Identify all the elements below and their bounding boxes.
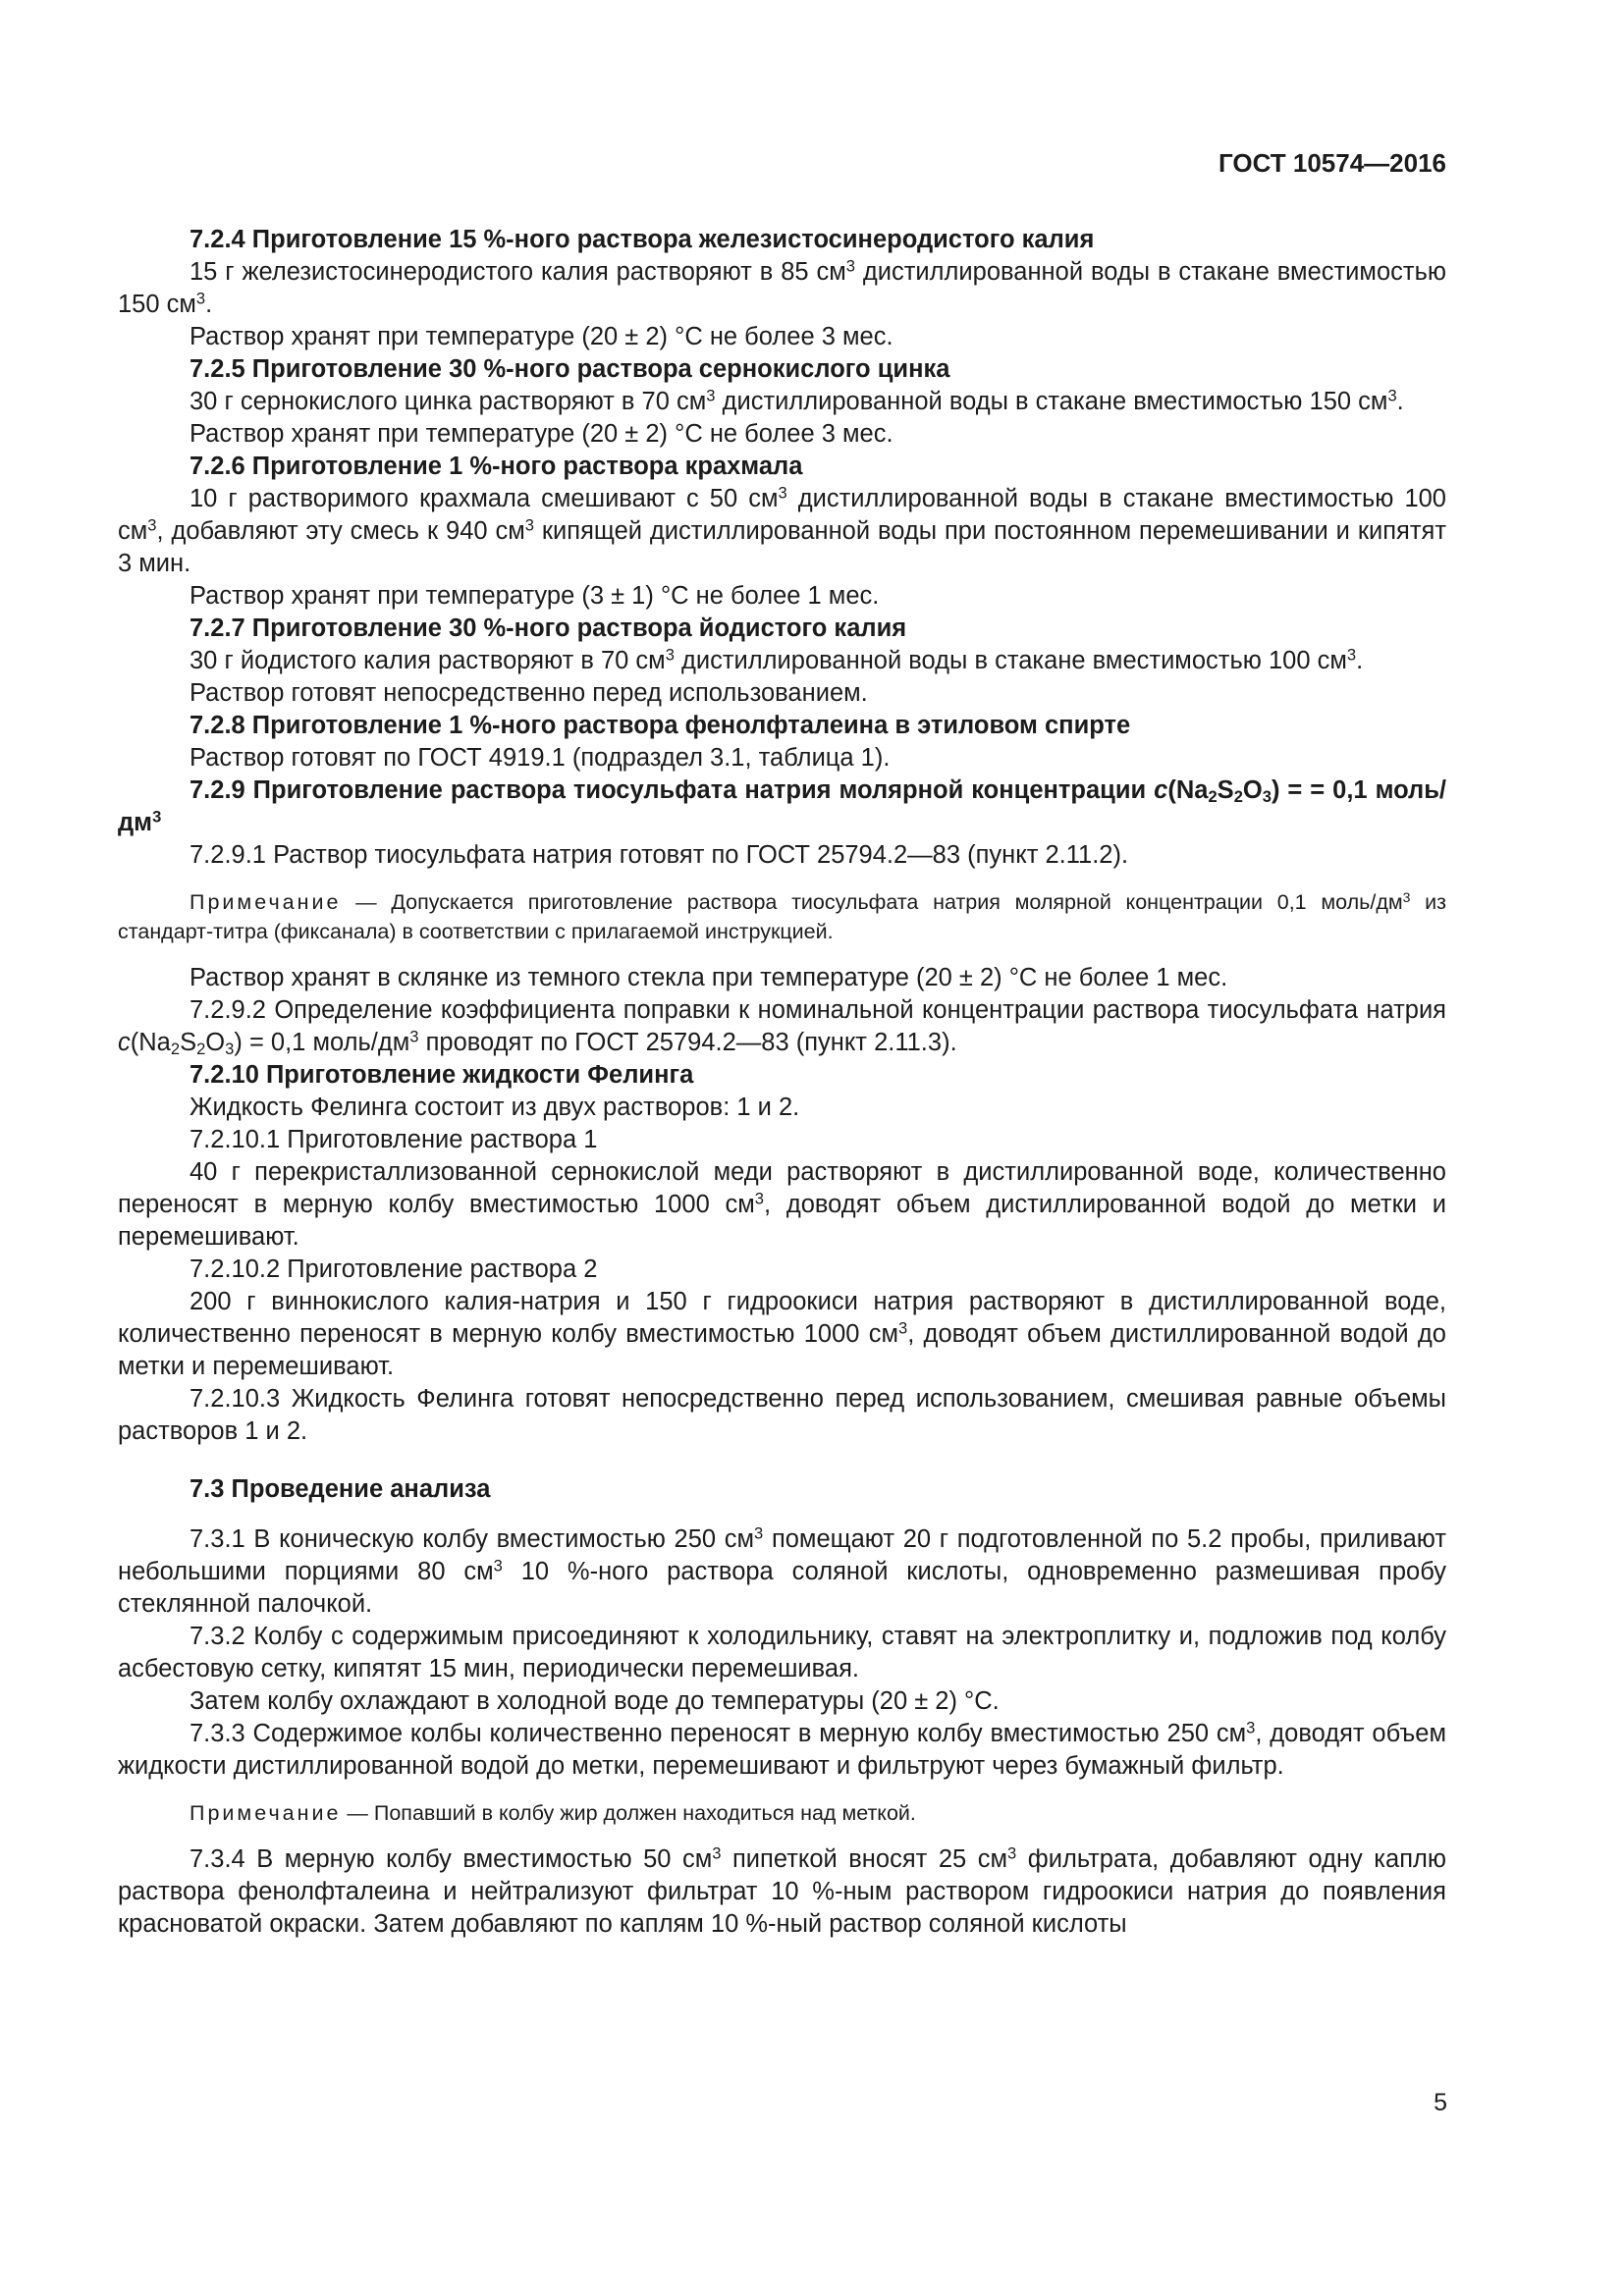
heading-7-2-4: 7.2.4 Приготовление 15 %-ного раствора железистосинеродистого калия: [189, 226, 1095, 253]
heading-7-3: 7.3 Проведение анализа: [189, 1475, 491, 1503]
paragraph-7-3-2-cooling: Затем колбу охлаждают в холодной воде до температуры (20 ± 2) °C.: [189, 1687, 1000, 1715]
paragraph-7-2-7-1: 30 г йодистого калия растворяют в 70 $см^3$ дистиллированной воды в стакане вместимостью 100 $см^3$.: [189, 645, 1364, 674]
heading-7-2-8: 7.2.8 Приготовление 1 %-ного раствора фенолфталеина в этиловом спирте: [189, 712, 1131, 739]
heading-7-2-5: 7.2.5 Приготовление 30 %-ного раствора сернокислого цинка: [189, 355, 950, 383]
paragraph-7-2-8-1: Раствор готовят по ГОСТ 4919.1 (подраздел 3.1, таблица 1).: [189, 744, 891, 772]
paragraph-7-2-5-2: Раствор хранят при температуре (20 ± 2) °C не более 3 мес.: [189, 420, 893, 448]
paragraph-7-2-10-intro: Жидкость Фелинга состоит из двух растворов: 1 и 2.: [189, 1094, 800, 1121]
heading-7-2-7: 7.2.7 Приготовление 30 %-ного раствора йодистого калия: [189, 614, 907, 642]
paragraph-7-3-4: 7.3.4 В мерную колбу вместимостью 50 $см^3$ пипеткой вносят 25 $см^3$ фильтрата, добавляют одну каплю раствора фенолфталеина и нейтрализуют фильтрат 10 %-ным раствором гидроокиси натрия до появления красноватой окраски. Затем добавляют по каплям 10 %-ный раствор соляной кислоты: [118, 1843, 1447, 1938]
paragraph-7-3-2: 7.3.2 Колбу с содержимым присоединяют к холодильнику, ставят на электроплитку и, подложив под колбу асбестовую сетку, кипятят 15 мин, периодически перемешивая.: [118, 1623, 1446, 1682]
paragraph-7-2-10-2: 200 г виннокислого калия-натрия и 150 г гидроокиси натрия растворяют в дистиллированной воде, количественно переносят в мерную колбу вместимостью 1000 $см^3$, доводят объем дистиллированной водой до метки и перемешивают.: [118, 1288, 1446, 1380]
note-7-3-3: Примечание — Попавший в колбу жир должен находиться над меткой.: [189, 1801, 916, 1825]
paragraph-7-3-1: 7.3.1 В коническую колбу вместимостью 250 $см^3$ помещают 20 г подготовленной по 5.2 пробы, приливают небольшими порциями 80 $см^3$ 10 %-ного раствора соляной кислоты, одновременно размешивая пробу стеклянной палочкой.: [118, 1523, 1447, 1618]
paragraph-7-2-9-storage: Раствор хранят в склянке из темного стекла при температуре (20 ± 2) °C не более 1 мес.: [189, 964, 1228, 991]
heading-7-2-6: 7.2.6 Приготовление 1 %-ного раствора крахмала: [189, 453, 803, 480]
heading-7-2-10: 7.2.10 Приготовление жидкости Фелинга: [189, 1061, 694, 1089]
page-number: 5: [1434, 2089, 1447, 2116]
note-7-2-9: Примечание — Допускается приготовление раствора тиосульфата натрия молярной концентрации 0,1 моль/$дм^3$ из стандарт-титра (фиксанала) в соответствии с прилагаемой инструкцией.: [118, 889, 1447, 943]
paragraph-7-2-5-1: 30 г сернокислого цинка растворяют в 70 $см^3$ дистиллированной воды в стакане вместимостью 150 $см^3$.: [189, 386, 1404, 415]
paragraph-7-2-10-2-title: 7.2.10.2 Приготовление раствора 2: [189, 1255, 598, 1283]
paragraph-7-2-4-2: Раствор хранят при температуре (20 ± 2) °C не более 3 мес.: [189, 323, 893, 350]
paragraph-7-2-4-1: 15 г железистосинеродистого калия растворяют в 85 $см^3$ дистиллированной воды в стакане вместимостью 150 $см^3$.: [118, 256, 1446, 318]
paragraph-7-2-10-1-title: 7.2.10.1 Приготовление раствора 1: [189, 1126, 598, 1153]
heading-7-2-9: 7.2.9 Приготовление раствора тиосульфата натрия молярной концентрации $c(Na_2S_2O_3)$ = = 0,1 моль/$дм^3$: [118, 776, 1446, 836]
paragraph-7-2-9-2: 7.2.9.2 Определение коэффициента поправки к номинальной концентрации раствора тиосульфата натрия $c(Na_2S_2O_3) = 0,1$ моль/$дм^3$ проводят по ГОСТ 25794.2—83 (пункт 2.11.3).: [118, 996, 1446, 1059]
paragraph-7-2-6-2: Раствор хранят при температуре (3 ± 1) °C не более 1 мес.: [189, 582, 880, 610]
document-body: [118, 224, 1446, 1941]
paragraph-7-2-10-1: 40 г перекристаллизованной сернокислой меди растворяют в дистиллированной воде, количественно переносят в мерную колбу вместимостью 1000 $см^3$, доводят объем дистиллированной водой до метки и перемешивают.: [118, 1158, 1446, 1251]
document-header: ГОСТ 10574—2016: [1218, 148, 1446, 178]
paragraph-7-2-6-1: 10 г растворимого крахмала смешивают с 50 $см^3$ дистиллированной воды в стакане вместимостью 100 $см^3$, добавляют эту смесь к 940 $см^3$ кипящей дистиллированной воды при постоянном перемешивании и кипятят 3 мин.: [118, 483, 1447, 577]
paragraph-7-2-10-3: 7.2.10.3 Жидкость Фелинга готовят непосредственно перед использованием, смешивая равные объемы растворов 1 и 2.: [118, 1385, 1446, 1445]
paragraph-7-2-7-2: Раствор готовят непосредственно перед использованием.: [189, 679, 868, 707]
paragraph-7-2-9-1: 7.2.9.1 Раствор тиосульфата натрия готовят по ГОСТ 25794.2—83 (пункт 2.11.2).: [189, 841, 1129, 869]
paragraph-7-3-3: 7.3.3 Содержимое колбы количественно переносят в мерную колбу вместимостью 250 $см^3$, доводят объем жидкости дистиллированной водой до метки, перемешивают и фильтруют через бумажный фильтр.: [118, 1718, 1446, 1780]
